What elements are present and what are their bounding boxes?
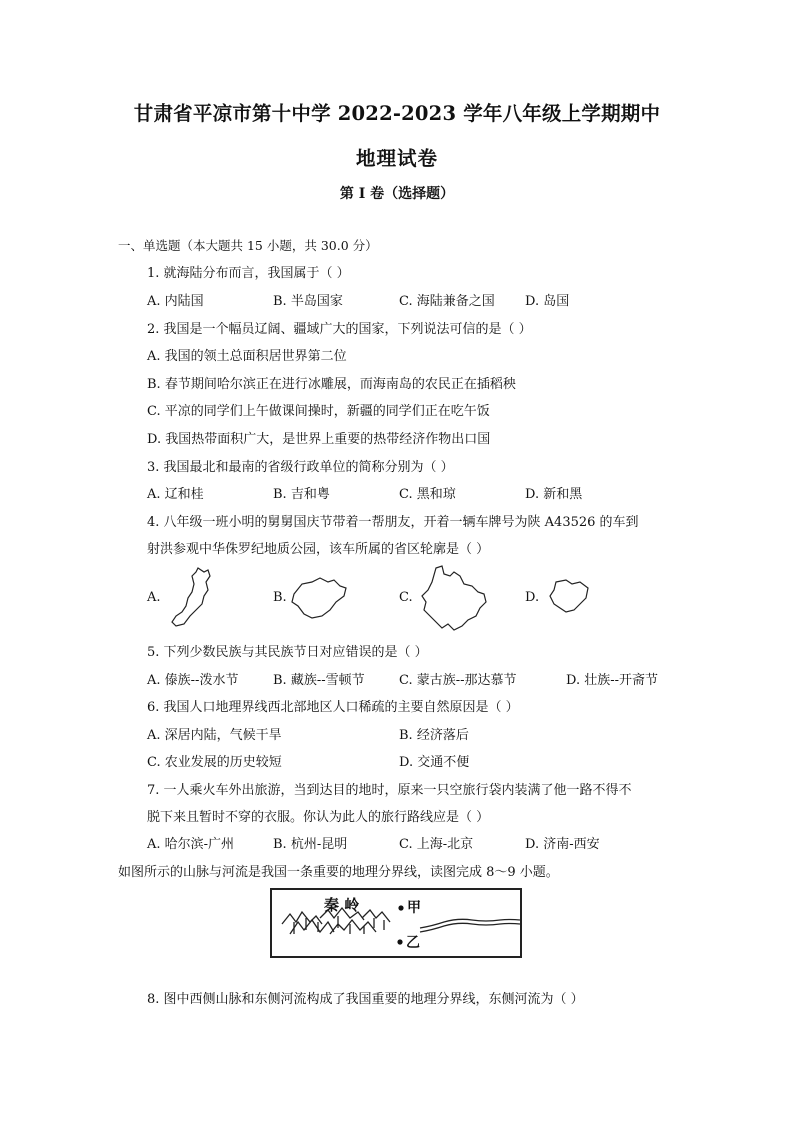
question-4-option-c[interactable]: C. bbox=[399, 590, 413, 605]
qinling-huaihe-figure bbox=[270, 888, 522, 958]
province-outline-a-icon[interactable] bbox=[168, 566, 216, 628]
question-4-option-a[interactable]: A. bbox=[147, 590, 161, 605]
point-jia-marker bbox=[398, 905, 403, 910]
question-2-option-d[interactable]: D. 我国热带面积广大，是世界上重要的热带经济作物出口国 bbox=[147, 432, 491, 447]
exam-title-line2: 地理试卷 bbox=[355, 147, 438, 170]
question-2-option-b[interactable]: B. 春节期间哈尔滨正在进行冰雕展，而海南岛的农民正在插稻秧 bbox=[147, 377, 516, 392]
question-7-stem-line1: 7. 一人乘火车外出旅游，当到达目的地时，原来一只空旅行袋内装满了他一路不得不 bbox=[147, 783, 632, 798]
question-6-option-c[interactable]: C. 农业发展的历史较短 bbox=[147, 755, 282, 770]
question-2-option-a[interactable]: A. 我国的领土总面积居世界第二位 bbox=[147, 349, 347, 364]
point-yi-marker bbox=[397, 939, 402, 944]
exam-title-line1: 甘肃省平凉市第十中学 2022-2023 学年八年级上学期期中 bbox=[133, 102, 661, 125]
question-5-option-d[interactable]: D. 壮族--开斋节 bbox=[566, 673, 659, 688]
province-outline-b-icon[interactable] bbox=[288, 576, 350, 620]
question-1-option-b[interactable]: B. 半岛国家 bbox=[273, 294, 343, 309]
question-5-stem: 5. 下列少数民族与其民族节日对应错误的是（ ） bbox=[147, 645, 428, 660]
question-7-option-c[interactable]: C. 上海-北京 bbox=[399, 837, 474, 852]
question-3-option-d[interactable]: D. 新和黑 bbox=[525, 487, 583, 502]
question-7-option-a[interactable]: A. 哈尔滨-广州 bbox=[147, 837, 235, 852]
question-4-option-d[interactable]: D. bbox=[525, 590, 540, 605]
question-4-option-b[interactable]: B. bbox=[273, 590, 287, 605]
question-2-stem: 2. 我国是一个幅员辽阔、疆域广大的国家，下列说法可信的是（ ） bbox=[147, 322, 532, 337]
question-1-stem: 1. 就海陆分布而言，我国属于（ ） bbox=[147, 266, 350, 281]
question-5-option-a[interactable]: A. 傣族--泼水节 bbox=[147, 673, 239, 688]
question-6-option-a[interactable]: A. 深居内陆，气候干旱 bbox=[147, 728, 282, 743]
question-7-option-d[interactable]: D. 济南-西安 bbox=[525, 837, 600, 852]
question-1-option-a[interactable]: A. 内陆国 bbox=[147, 294, 204, 309]
question-8-stem: 8. 图中西侧山脉和东侧河流构成了我国重要的地理分界线，东侧河流为（ ） bbox=[147, 992, 584, 1007]
question-5-option-b[interactable]: B. 藏族--雪顿节 bbox=[273, 673, 365, 688]
question-2-option-c[interactable]: C. 平凉的同学们上午做课间操时，新疆的同学们正在吃午饭 bbox=[147, 404, 490, 419]
question-4-stem-line1: 4. 八年级一班小明的舅舅国庆节带着一帮朋友，开着一辆车牌号为陕 A43526 的车到 bbox=[147, 515, 639, 530]
point-jia-label: 甲 bbox=[407, 900, 421, 916]
question-7-option-b[interactable]: B. 杭州-昆明 bbox=[273, 837, 348, 852]
province-outline-d-icon[interactable] bbox=[548, 576, 592, 616]
section-heading: 一、单选题（本大题共 15 小题，共 30.0 分） bbox=[118, 238, 378, 253]
question-6-stem: 6. 我国人口地理界线西北部地区人口稀疏的主要自然原因是（ ） bbox=[147, 700, 519, 715]
question-3-stem: 3. 我国最北和最南的省级行政单位的简称分别为（ ） bbox=[147, 460, 454, 475]
question-3-option-a[interactable]: A. 辽和桂 bbox=[147, 487, 204, 502]
mountain-river-illustration bbox=[272, 890, 520, 956]
question-6-option-d[interactable]: D. 交通不便 bbox=[399, 755, 470, 770]
question-6-option-b[interactable]: B. 经济落后 bbox=[399, 728, 469, 743]
volume-heading: 第 I 卷（选择题） bbox=[339, 186, 455, 202]
question-3-option-b[interactable]: B. 吉和粤 bbox=[273, 487, 330, 502]
question-4-stem-line2: 射洪参观中华侏罗纪地质公园，该车所属的省区轮廓是（ ） bbox=[147, 542, 490, 557]
question-7-stem-line2: 脱下来且暂时不穿的衣服。你认为此人的旅行路线应是（ ） bbox=[147, 810, 490, 825]
qinling-label: 秦 岭 bbox=[324, 896, 360, 914]
question-1-option-d[interactable]: D. 岛国 bbox=[525, 294, 570, 309]
question-5-option-c[interactable]: C. 蒙古族--那达慕节 bbox=[399, 673, 517, 688]
point-yi-label: 乙 bbox=[406, 935, 420, 951]
question-3-option-c[interactable]: C. 黑和琼 bbox=[399, 487, 456, 502]
figure-instruction: 如图所示的山脉与河流是我国一条重要的地理分界线，读图完成 8～9 小题。 bbox=[118, 865, 559, 880]
province-outline-c-icon[interactable] bbox=[418, 564, 490, 634]
question-1-option-c[interactable]: C. 海陆兼备之国 bbox=[399, 294, 495, 309]
